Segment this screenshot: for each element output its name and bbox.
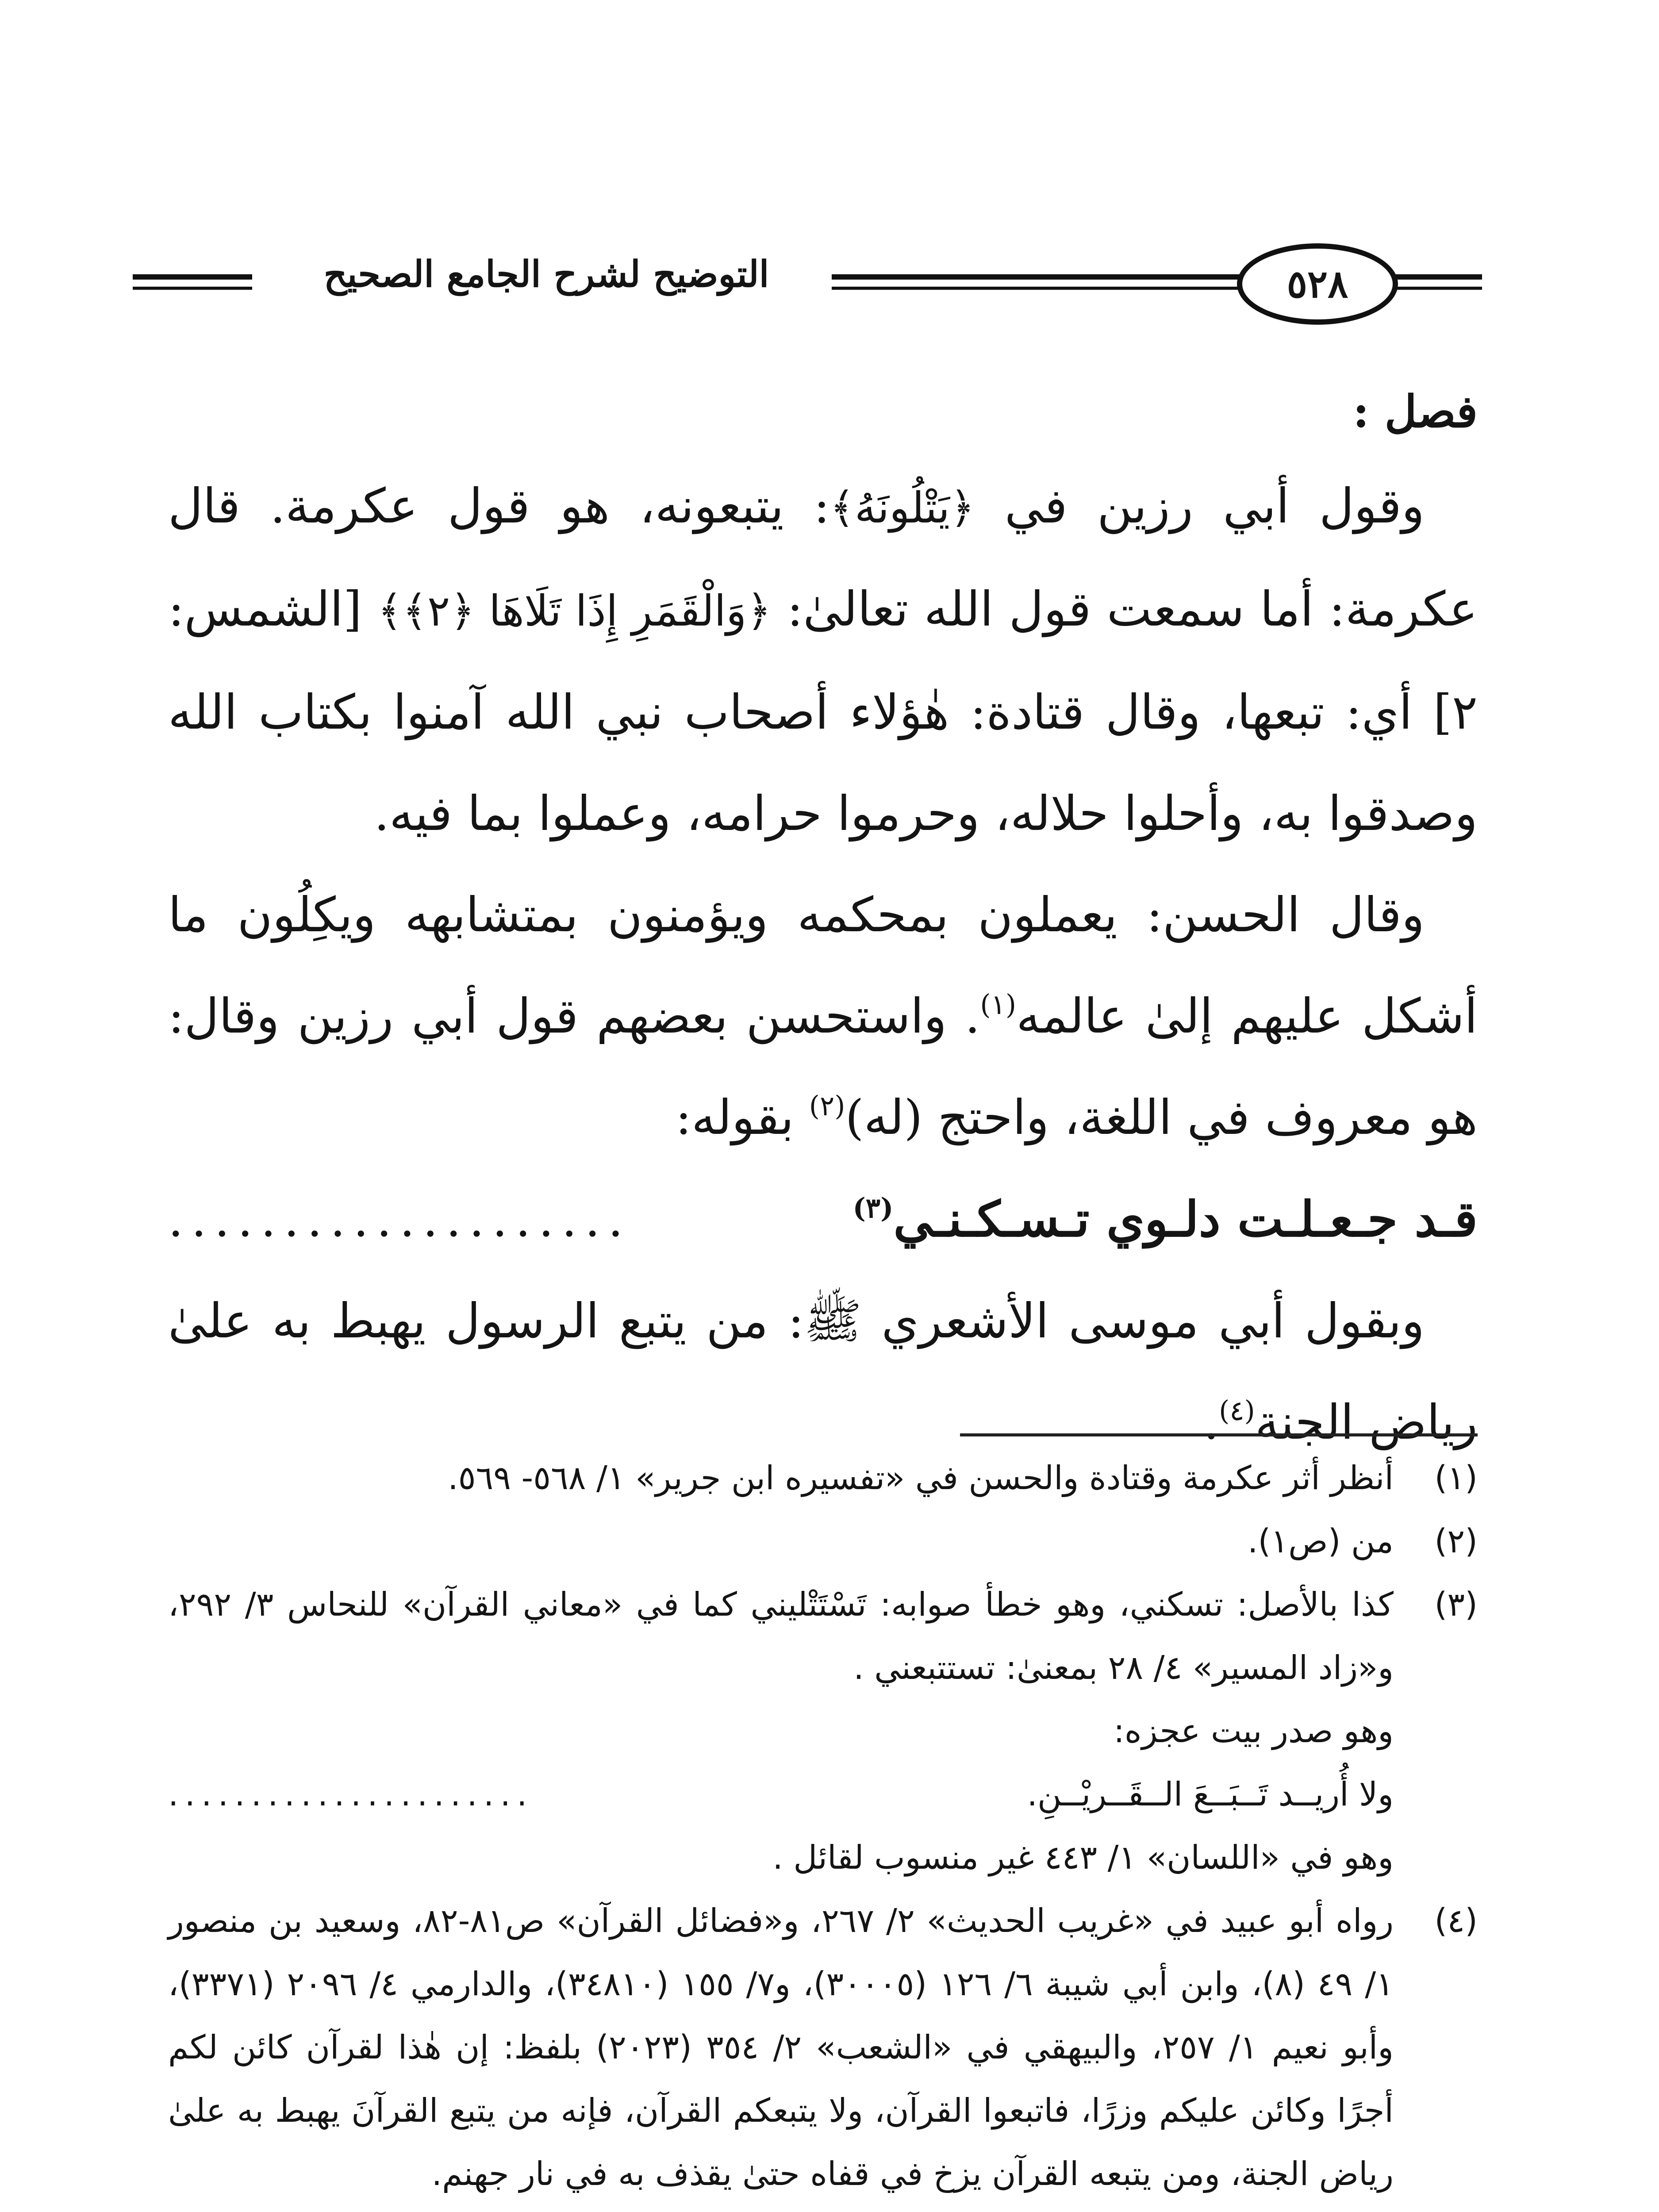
section-heading: فصل : <box>1353 385 1478 438</box>
quran-quote: ﴿يَتْلُونَهُ﴾ <box>830 483 975 533</box>
footnote-text: كذا بالأصل: تسكني، وهو خطأ صوابه: تَسْتَتْليني كما في «معاني القرآن» للنحاس ٣/ ٢٩٢، و«زاد المسير» ٤/ ٢٨ بمعنىٰ: تستتبعني . <box>168 1586 1394 1687</box>
text-run: وقول أبي رزين في <box>975 479 1425 534</box>
paragraph-1 <box>168 456 1478 864</box>
text-run: وقال الحسن: يعملون بمحكمه ويؤمنون بمتشابهه ويكِلُون ما أشكل عليهم إلىٰ عالمه <box>168 887 1478 1044</box>
footnote-line: وهو صدر بيت عجزه: <box>1113 1712 1394 1750</box>
text-run: وبقول أبي موسى الأشعري ﷺ: من يتبع الرسول يهبط به علىٰ رياض الجنة <box>168 1294 1478 1450</box>
footnote-verse <box>168 1763 1394 1826</box>
footnote-line: وهو في «اللسان» ١/ ٤٤٣ غير منسوب لقائل . <box>772 1839 1394 1877</box>
footnote-4 <box>168 1889 1478 2212</box>
verse-hemistich <box>853 1168 1478 1270</box>
text-run: [الشمس: ٢] أي: تبعها، وقال قتادة: هٰؤلاء أصحاب نبي الله آمنوا بكتاب الله وصدقوا به، وأحلوا حلاله، وحرموا حرامه، وعملوا بما فيه. <box>168 582 1478 841</box>
footnote-verse-dots: ...................... <box>168 1775 534 1813</box>
book-title: التوضيح لشرح الجامع الصحيح <box>261 253 832 296</box>
verse-text: قـد جـعـلـت دلـوي تـسـكـنـي <box>893 1190 1478 1248</box>
poetry-verse <box>168 1168 1478 1271</box>
footnote-text: رواه أبو عبيد في «غريب الحديث» ٢/ ٢٦٧، و«فضائل القرآن» ص٨١-٨٢، وسعيد بن منصور ١/ ٤٩ (٨)، وابن أبي شيبة ٦/ ١٢٦ (٣٠٠٠٥)، و٧/ ١٥٥ (٣٤٨١٠)، والدارمي ٤/ ٢٠٩٦ (٣٣٧١)، وأبو نعيم ١/ ٢٥٧، والبيهقي في «الشعب» ٢/ ٣٥٤ (٢٠٢٣) بلفظ: إن هٰذا لقرآن كائن لكم أجرًا وكائن عليكم وزرًا، فاتبعوا القرآن، ولا يتبعكم القرآن، فإنه من يتبع القرآنَ يهبط به علىٰ رياض الجنة، ومن يتبعه القرآن يزخ في قفاه حتىٰ يقذف به في نار جهنم. <box>168 1902 1394 2193</box>
footnote-ref: (١) <box>980 988 1017 1021</box>
page-header <box>133 226 1482 332</box>
footnote-verse-text: ولا أُريــد تَــبَــعَ الــقَــريْــنِ. <box>1027 1775 1394 1813</box>
footnotes <box>168 1447 1478 2212</box>
quran-quote: ﴿وَالْقَمَرِ إِذَا تَلَاهَا ﴿٢﴾﴾ <box>377 586 772 636</box>
main-text <box>168 367 1478 1473</box>
header-rule-left-thin <box>133 287 252 290</box>
footnote-number: (١) <box>1434 1459 1478 1497</box>
footnote-ref: (٢) <box>809 1090 845 1122</box>
page-number: ٥٢٨ <box>1237 243 1398 325</box>
footnote-text: أنظر أثر عكرمة وقتادة والحسن في «تفسيره ابن جرير» ١/ ٥٦٨- ٥٦٩. <box>448 1459 1394 1497</box>
header-rule-middle <box>796 274 1252 280</box>
header-rule-middle-thin <box>796 287 1252 290</box>
footnote-number: (٤) <box>1434 1902 1478 1940</box>
footnote-2 <box>168 1510 1478 1573</box>
footnote-ref: (٤) <box>1219 1394 1255 1427</box>
footnote-1 <box>168 1447 1478 1510</box>
footnote-3 <box>168 1573 1478 1889</box>
footnote-text: من (ص١). <box>1248 1522 1394 1560</box>
footnote-line <box>168 2206 1394 2212</box>
footnote-ref: (٣) <box>853 1192 894 1224</box>
paragraph-3 <box>168 1271 1478 1473</box>
text-run: . واستحسن بعضهم قول أبي رزين وقال: هو معروف في اللغة، واحتج (له) <box>168 989 1478 1145</box>
footnote-divider <box>960 1433 1478 1436</box>
paragraph-2 <box>168 864 1478 1168</box>
verse-dots: .................... <box>168 1192 631 1248</box>
header-rule-left <box>133 274 252 280</box>
footnote-number: (٣) <box>1434 1586 1478 1624</box>
footnote-number: (٢) <box>1434 1522 1478 1560</box>
text-run: . <box>1203 1395 1219 1450</box>
text-run: : يتبعونه، هو قول عكرمة. قال عكرمة: أما سمعت قول الله تعالىٰ: <box>168 479 1478 637</box>
text-run: بقوله: <box>675 1090 809 1145</box>
